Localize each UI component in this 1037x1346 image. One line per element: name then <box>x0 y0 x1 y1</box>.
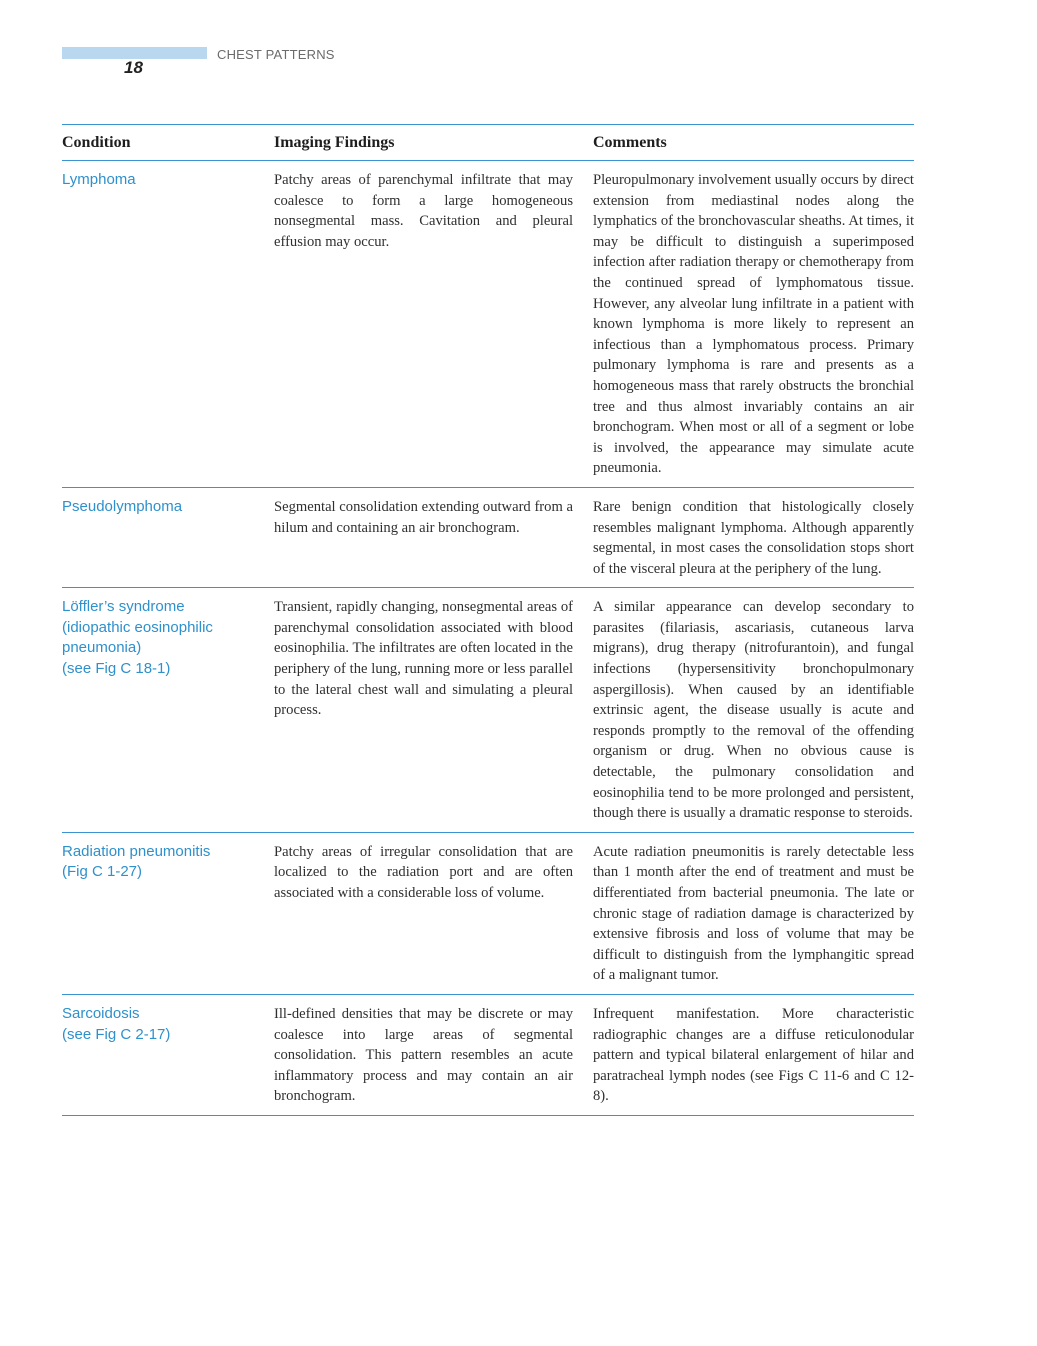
table-row <box>62 588 914 832</box>
condition-subtitle: (idiopathic eosinophilic <box>62 618 213 636</box>
condition-cell <box>62 170 274 479</box>
comments-cell: Infrequent manifestation. More characteristic radiographic changes are a diffuse reticulonodular pattern and typical bilateral enlargement of hilar and paratracheal lymph nodes (see Figs C 11-6 and C 12-8). <box>593 1005 914 1105</box>
table-row <box>62 995 914 1115</box>
conditions-table <box>62 124 914 1116</box>
imaging-findings-cell: Patchy areas of parenchymal infiltrate that may coalesce to form a large homogeneous nonsegmental mass. Cavitation and pleural effusion may occur. <box>274 172 573 250</box>
comments-cell: Pleuropulmonary involvement usually occurs by direct extension from mediastinal nodes along the lymphatics of the bronchovascular sheaths. At times, it may be difficult to distinguish a superimposed infection after radiation therapy or chemotherapy from the continued spread of lymphomatous tissue. However, any alveolar lung infiltrate in a patient with known lymphoma is more likely to represent an infectious than a lymphomatous process. Primary pulmonary lymphoma is rare and presents as a homogeneous mass that rarely obstructs the bronchial tree and thus almost invariably contains an air bronchogram. When most or all of a segment or lobe is involved, the appearance may simulate acute pneumonia. <box>593 172 914 477</box>
condition-name: Löffler’s syndrome <box>62 598 185 616</box>
condition-name: Lymphoma <box>62 171 136 188</box>
table-row <box>62 161 914 487</box>
column-header-condition: Condition <box>62 133 131 151</box>
column-header-comments: Comments <box>593 133 667 151</box>
imaging-findings-cell: Ill-defined densities that may be discrete or may coalesce into large areas of segmental consolidation. This pattern resembles an acute inflammatory process and may contain an air bronchogram. <box>274 1005 573 1105</box>
condition-cell <box>62 597 274 824</box>
condition-name: Pseudolymphoma <box>62 497 183 515</box>
condition-name: Sarcoidosis <box>62 1004 140 1022</box>
figure-reference: (see Fig C 18-1) <box>62 660 171 678</box>
table-row <box>62 833 914 994</box>
condition-cell <box>62 497 274 579</box>
comments-cell: Rare benign condition that histologically closely resembles malignant lymphoma. Although apparently segmental, in most cases the consolidation stops short of the visceral pleura at the periphery of the lung. <box>593 498 914 577</box>
figure-reference: (see Fig C 2-17) <box>62 1025 171 1043</box>
figure-reference: (Fig C 1-27) <box>62 863 143 881</box>
table-bottom-rule <box>62 1115 914 1116</box>
column-header-imaging-findings: Imaging Findings <box>274 133 395 151</box>
condition-name: Radiation pneumonitis <box>62 842 211 860</box>
imaging-findings-cell: Transient, rapidly changing, nonsegmental areas of parenchymal consolidation associated with blood eosinophilia. The infiltrates are often located in the periphery of the lung, running more or less parallel to the lateral chest wall and simulating a pleural process. <box>274 599 573 719</box>
table-header-row <box>62 125 914 160</box>
imaging-findings-cell: Patchy areas of irregular consolidation that are localized to the radiation port and are often associated with a considerable loss of volume. <box>274 843 573 901</box>
comments-cell: A similar appearance can develop secondary to parasites (filariasis, ascariasis, cutaneous larva migrans), drug therapy (nitrofurantoin), and fungal infections (hypersensitivity bronchopulmonary aspergillosis). When caused by an identifiable extrinsic agent, the disease usually is acute and responds promptly to the removal of the offending organism or drug. When no obvious cause is detectable, the pulmonary consolidation and eosinophilia tend to be more prolonged and persistent, though there is usually a dramatic response to steroids. <box>593 599 914 822</box>
imaging-findings-cell: Segmental consolidation extending outward from a hilum and containing an air bronchogram. <box>274 498 573 536</box>
running-head: CHEST PATTERNS <box>217 47 335 62</box>
condition-cell <box>62 842 274 986</box>
condition-subtitle: pneumonia) <box>62 639 142 657</box>
comments-cell: Acute radiation pneumonitis is rarely detectable less than 1 month after the end of treatment and must be differentiated from bacterial pneumonia. The late or chronic stage of radiation damage is characterized by extensive fibrosis and loss of volume that may be difficult to distinguish from the lymphangitic spread of a malignant tumor. <box>593 843 914 984</box>
condition-cell <box>62 1004 274 1107</box>
table-row <box>62 488 914 587</box>
page-number: 18 <box>124 58 143 77</box>
